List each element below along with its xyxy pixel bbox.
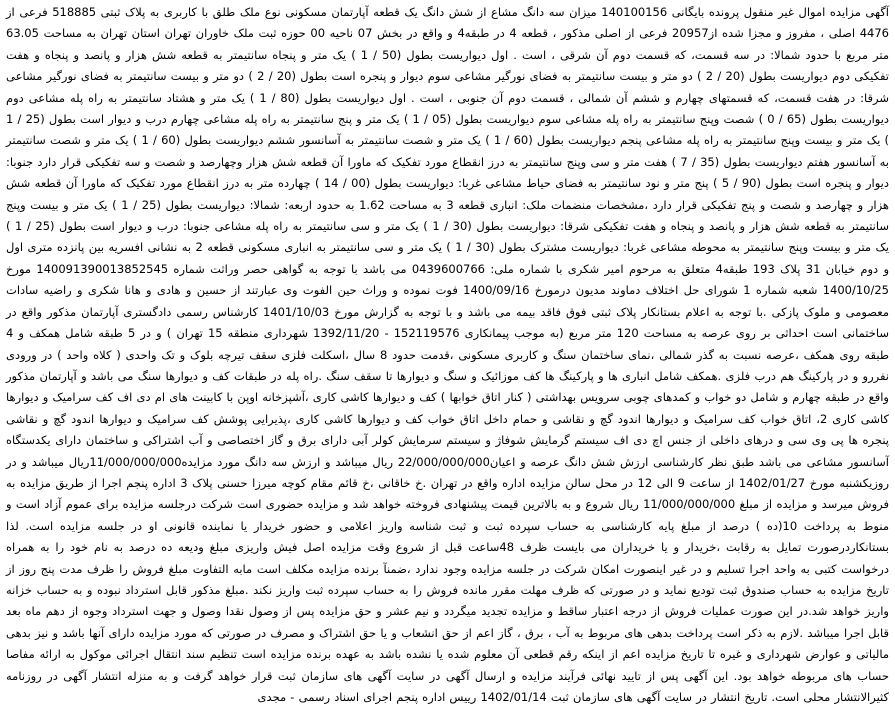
auction-notice-body: آگهی مزایده اموال غیر منقول پرونده بایگانی 140100156 میزان سه دانگ مشاع از شش دانگ یک قطعه آپارتمان مسکونی نوع ملک طلق با کاربری به پلاک ثبتی 518885 فرعی از 4476 اصلی ، مفروز و مجزا شده از20957 فرعی از اصلی مذکور ، قطعه 4 در طبقه4 و واقع در بخش 07 ناحیه 00 حوزه ثبت ملک خاوران تهران استان تهران به مساحت 63.05 متر مربع با حدود شمالا: در سه قسمت، که قسمت دوم آن شرقی ، است . اول دیواریست بطول (50 / 1 ) یک متر و پنجاه سانتیمتر به قطعه شش هزار و پانصد و پنجاه و هفت تفکیکی دوم دیواریست بطول (20 / 2 ) دو متر و بیست سانتیمتر به فضای نورگیر مشاعی سوم دیوار و پنجره است بطول (20 / 2 ) دو متر و بیست سانتیمتر به فضای نورگیر مشاعی شرقا: در هفت قسمت، که قسمتهای چهارم و ششم آن شمالی ، قسمت دوم آن جنوبی ، است . اول دیواریست بطول (80 / 1 ) یک متر و هشتاد سانتیمتر به راه پله مشاعی دوم دیواریست بطول (65 / 0 ) شصت وپنج سانتیمتر به راه پله مشاعی سوم دیواریست بطول (05 / 1 ) یک متر و پنج سانتیمتر به راه پله مشاعی چهارم درب و دیوار است بطول (25 / 1 ) یک متر و بیست وپنج سانتیمتر به راه پله مشاعی پنجم دیواریست بطول (60 / 1 ) یک متر و شصت سانتیمتر به آسانسور ششم دیواریست بطول (60 / 1 ) یک متر و شصت سانتیمتر به آسانسور هفتم دیواریست بطول (35 / 7 ) هفت متر و سی وپنج سانتیمتر به درز انقطاع مورد تفکیک که ماورا آن قطعه شش هزار وچهارصد و شصت و سه تفکیکی قرار دارد جنوبا: دیوار و پنجره است بطول (90 / 5 ) پنج متر و نود سانتیمتر به فضای حیاط مشاعی غربا: دیواریست بطول (00 / 14 ) چهارده متر به درز انقطاع مورد تفکیک که ماورا آن قطعه شش هزار و چهارصد و شصت و پنج تفکیکی قرار دارد ،مشخصات منضمات ملک: انباری قطعه 3 به مساحت 1.62 به حدود اربعه: شمالا: دیواریست بطول (25 / 1 ) یک متر و بیست وپنج سانتیمتر به قطعه شش هزار و پانصد و پنجاه و هفت تفکیکی شرقا: دیواریست بطول (30 / 1 ) یک متر و سی سانتیمتر به راه پله مشاعی جنوبا: درب و دیوار است بطول (25 / 1 ) یک متر و بیست وپنج سانتیمتر به محوطه مشاعی غربا: دیواریست مشترک بطول (30 / 1 ) یک متر و سی سانتیمتر به انباری مسکونی قطعه 2 به نشانی افسریه بین پانزده متری اول و دوم خیابان 31 پلاک 193 طبقه4 متعلق به مرحوم امیر شکری با شماره ملی: 0439600766 می باشد با توجه به گواهی حصر وراثت شماره 140091390013852545 مورخ 1400/10/25 شعبه شماره 1 شورای حل اختلاف دماوند مدیون درمورخ 1400/09/16 فوت نموده و وراث حین الفوت وی عبارتند از حسین و هادی و هانا شکری و راضیه سادات معصومی و ملوک پازکی .با توجه به اعلام بستانکار پلاک ثبتی فوق فاقد بیمه می باشد و با توجه به گزارش مورخ 1401/10/03 کارشناس رسمی دادگستری آپارتمان مذکور واقع در ساختمانی است احداثی بر روی عرصه به مساحت 120 متر مربع (به موجب پیمانکاری 152119576 - 1392/11/20 شهرداری منطقه 15 تهران ) و در 5 طبقه شامل همکف و 4 طبقه روی همکف ،عرصه نسبت به گذر شمالی ،نمای ساختمان سنگ و کاربری مسکونی ،قدمت حدود 8 سال ،اسکلت فلزی سقف تیرچه بلوک و تک واحدی ( کلاه واحد ) در ورودی نفررو و در پارکینگ هم درب فلزی .همکف شامل انباری ها و پارکینگ ها کف موزائیک و سنگ و دیوارها تا سقف سنگ .راه پله در طبقات کف و دیوارها سنگ می باشد و آپارتمان مذکور واقع در طبقه چهارم و شامل دو خواب و کمدهای چوبی سرویس بهداشتی ( کنار اتاق خوابها ) کف و دیوارها کاشی کاری ،آشپزخانه اوپن با کابینت های ام دی اف کف سرامیک و دیوارها کاشی کاری 2، اتاق خواب کف سرامیک و دیوارها اندود گچ و نقاشی و حمام داخل اتاق خواب کف و دیوارها کاشی کاری ،پذیرایی پوشش کف سرامیک و دیوارها اندود گچ و نقاشی پنجره ها پی وی سی و درهای داخلی از جنس اچ دی اف سیستم گرمایش شوفاژ و سیستم سرمایش کولر آبی دارای برق و گاز اختصاصی و آب اشتراکی و ساختمان دارای یکدستگاه آسانسور مشاعی می باشد طبق نظر کارشناسی ارزش شش دانگ عرصه و اعیان22/000/000/000 ریال میباشد و ارزش سه دانگ مورد مزایده11/000/000/000ریال میباشد و در روزیکشنبه مورخ 1402/01/27 از ساعت 9 الی 12 در محل سالن مزایده اداره واقع در تهران .خ خاقانی ،خ قائم مقام کوچه میرزا حسنی پلاک 3 اداره پنجم اجرا از طریق مزایده به فروش میرسد و مزایده از مبلغ 11/000/000/000 ریال شروع و به بالاترین قیمت پیشنهادی فروخته خواهد شد و مزایده حضوری است شرکت درجلسه مزایده برای عموم آزاد است و منوط به پرداخت 10(ده ) درصد از مبلغ پایه کارشناسی به حساب سپرده ثبت و ثبت شناسه واریز اعلامی و حضور خریدار یا نماینده قانونی او در جلسه مزایده است. لذا بستانکاردرصورت تمایل به رقابت ،خریدار و یا خریداران می بایست ظرف 48ساعت قبل از شروع وقت مزایده اصل فیش واریزی مبلغ ودیعه ده درصد به نام خود را به همراه درخواست کتبی به واحد اجرا تسلیم و در غیر اینصورت امکان شرکت در جلسه مزایده وجود ندارد ،ضمنآ برنده مزایده مکلف است مابه التفاوت مبلغ فروش را ظرف مدت پنج روز از تاریخ مزایده به حساب صندوق ثبت تودیع نماید و در صورتی که ظرف مهلت مقرر مانده فروش را به حساب سپرده ثبت واریز نکند .مبلغ مذکور قابل استرداد نبوده و به حساب خزانه واریز خواهد شد.در این صورت عملیات فروش از درجه اعتبار ساقط و مزایده تجدید میگردد و نیم عشر و حق مزایده پس از وصول نقدا وصول و جهت استرداد وجوه از دهم ماه بعد قابل اجرا میباشد .لازم به ذکر است پرداخت بدهی های مربوط به آب ، برق ، گاز اعم از حق انشعاب و یا حق اشتراک و مصرف در صورتی که مورد مزایده دارای آنها باشد و نیز بدهی مالیاتی و عوارض شهرداری و غیره تا تاریخ مزایده اعم از اینکه رقم قطعی آن معلوم شده یا نشده باشد به عهده برنده مزایده است تنظیم سند انتقال اجرائی موکول به ارائه مفاصا حساب های مربوطه خواهد بود. این آگهی پس از تایید نهائی فرآیند مزایده و ارسال آگهی در سایت آگهی های سازمان ثبت قرار خواهد گرفت و به منزله انتشار آگهی در روزنامه کثیرالانتشار محلی است. تاریخ انتشار در سایت آگهی های سازمان ثبت 1402/01/14 رییس اداره پنجم اجرای اسناد رسمی - مجدی — [6, 5, 890, 704]
